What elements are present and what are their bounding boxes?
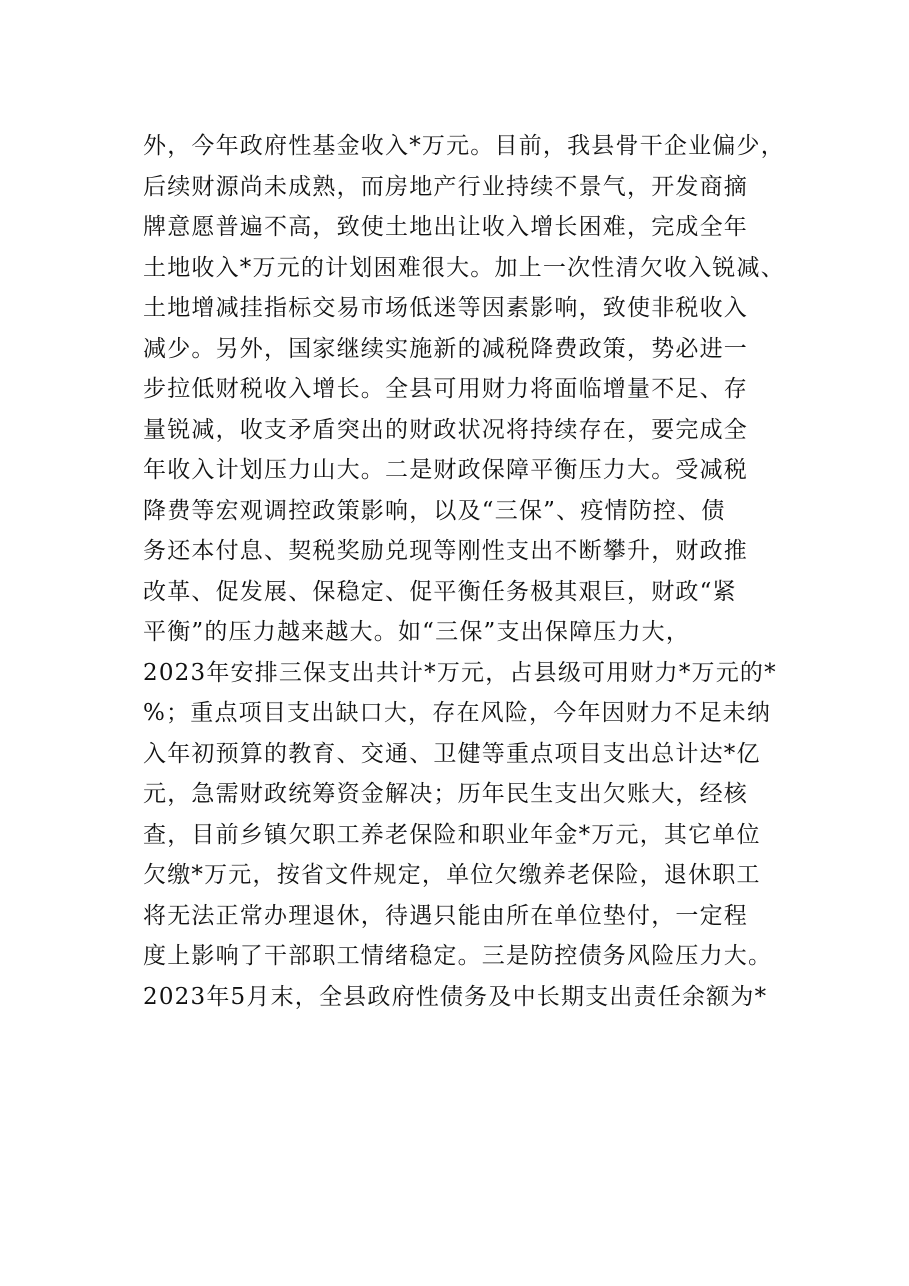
text-line: 后续财源尚未成熟，而房地产行业持续不景气，开发商摘 [143,173,748,200]
text-line: 度上影响了干部职工情绪稳定。三是防控债务风险压力大。 [143,943,773,969]
text-line: 欠缴*万元，按省文件规定，单位欠缴养老保险，退休职工 [143,862,761,888]
text-line: 量锐减，收支矛盾突出的财政状况将持续存在，要完成全 [143,416,748,443]
text-line: 减少。另外，国家继续实施新的减税降费政策，势必进一 [143,335,748,362]
text-line: 降费等宏观调控政策影响，以及“三保”、疫情防控、债 [143,497,726,524]
body-text [143,126,783,1017]
text-line: 2023年5月末，全县政府性债务及中长期支出责任余额为* [143,983,768,1010]
text-line: 外，今年政府性基金收入*万元。目前，我县骨干企业偏少， [143,133,785,159]
text-line: %；重点项目支出缺口大，存在风险，今年因财力不足未纳 [143,700,772,726]
text-line: 将无法正常办理退休，待遇只能由所在单位垫付，一定程 [143,902,748,929]
text-line: 步拉低财税收入增长。全县可用财力将面临增量不足、存 [143,376,748,402]
text-line: 平衡”的压力越来越大。如“三保”支出保障压力大， [143,619,691,645]
text-line: 年收入计划压力山大。二是财政保障平衡压力大。受减税 [143,457,748,483]
text-line: 2023年安排三保支出共计*万元，占县级可用财力*万元的* [143,659,777,686]
text-line: 土地收入*万元的计划困难很大。加上一次性清欠收入锐减、 [143,254,785,281]
text-line: 改革、促发展、保稳定、促平衡任务极其艰巨，财政“紧 [143,578,737,605]
text-line: 牌意愿普遍不高，致使土地出让收入增长困难，完成全年 [143,214,748,240]
text-line: 查，目前乡镇欠职工养老保险和职业年金*万元，其它单位 [143,821,761,848]
text-line: 土地增减挂指标交易市场低迷等因素影响，致使非税收入 [143,295,748,321]
text-line: 务还本付息、契税奖励兑现等刚性支出不断攀升，财政推 [143,538,748,564]
text-line: 入年初预算的教育、交通、卫健等重点项目支出总计达*亿 [143,740,761,767]
text-line: 元，急需财政统筹资金解决；历年民生支出欠账大，经核 [143,781,748,807]
